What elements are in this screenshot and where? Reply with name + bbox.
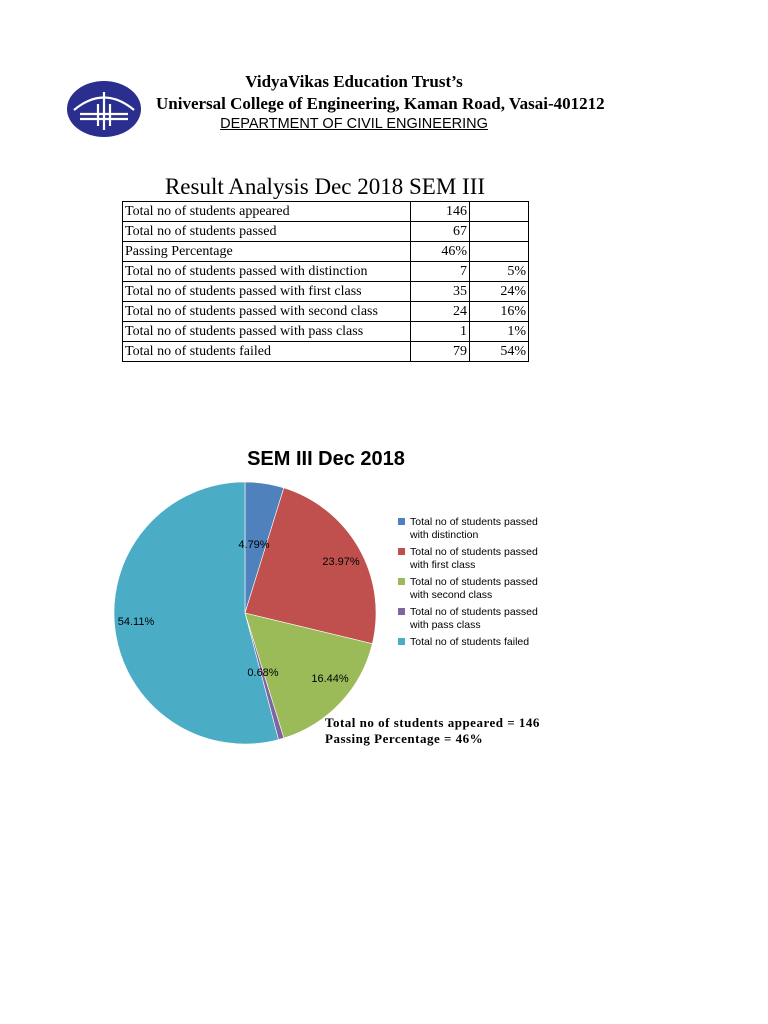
summary-appeared: Total no of students appeared = 146 [325,715,540,730]
legend-label: with distinction [410,529,479,541]
legend-swatch [398,638,405,645]
row-value: 35 [411,282,470,302]
row-label: Total no of students failed [123,342,411,362]
row-label: Total no of students passed with pass class [123,322,411,342]
row-percent: 1% [470,322,529,342]
row-percent [470,222,529,242]
legend-label: Total no of students passed [410,606,538,618]
row-value: 79 [411,342,470,362]
chart-title: SEM III Dec 2018 [247,448,405,470]
legend-label: Total no of students passed [410,546,538,558]
row-label: Passing Percentage [123,242,411,262]
row-percent [470,202,529,222]
legend-label: Total no of students passed [410,576,538,588]
table-row [123,302,529,322]
row-value: 24 [411,302,470,322]
legend-label: Total no of students passed [410,516,538,528]
row-label: Total no of students passed with first class [123,282,411,302]
summary-passing: Passing Percentage = 46% [325,731,484,746]
row-label: Total no of students passed [123,222,411,242]
slice-data-label: 4.79% [238,539,270,551]
slice-data-label: 16.44% [311,673,349,685]
legend-label: with second class [410,589,493,601]
trust-name: VidyaVikas Education Trust’s [245,72,463,91]
row-percent: 16% [470,302,529,322]
legend-swatch [398,518,405,525]
legend-swatch [398,578,405,585]
row-label: Total no of students appeared [123,202,411,222]
slice-data-label: 0.68% [247,667,279,679]
table-row [123,322,529,342]
table-row [123,222,529,242]
slice-data-label: 54.11% [117,616,155,628]
table-row [123,202,529,222]
row-label: Total no of students passed with distinction [123,262,411,282]
row-percent: 24% [470,282,529,302]
report-title: Result Analysis Dec 2018 SEM III [164,174,486,199]
row-value: 1 [411,322,470,342]
summary-box [325,715,540,747]
table-row [123,262,529,282]
slice-data-label: 23.97% [322,556,360,568]
result-table [122,201,529,362]
legend-swatch [398,608,405,615]
legend-swatch [398,548,405,555]
row-percent [470,242,529,262]
table-row [123,242,529,262]
legend-label: with first class [410,559,476,571]
table-row [123,342,529,362]
row-value: 67 [411,222,470,242]
legend-label: Total no of students failed [410,636,530,648]
row-value: 7 [411,262,470,282]
legend-label: with pass class [410,619,481,631]
row-label: Total no of students passed with second class [123,302,411,322]
college-name: Universal College of Engineering, Kaman Road, Vasai-401212 [156,94,605,113]
row-percent: 5% [470,262,529,282]
row-percent: 54% [470,342,529,362]
table-row [123,282,529,302]
row-value: 46% [411,242,470,262]
department-name: DEPARTMENT OF CIVIL ENGINEERING [220,116,488,132]
row-value: 146 [411,202,470,222]
